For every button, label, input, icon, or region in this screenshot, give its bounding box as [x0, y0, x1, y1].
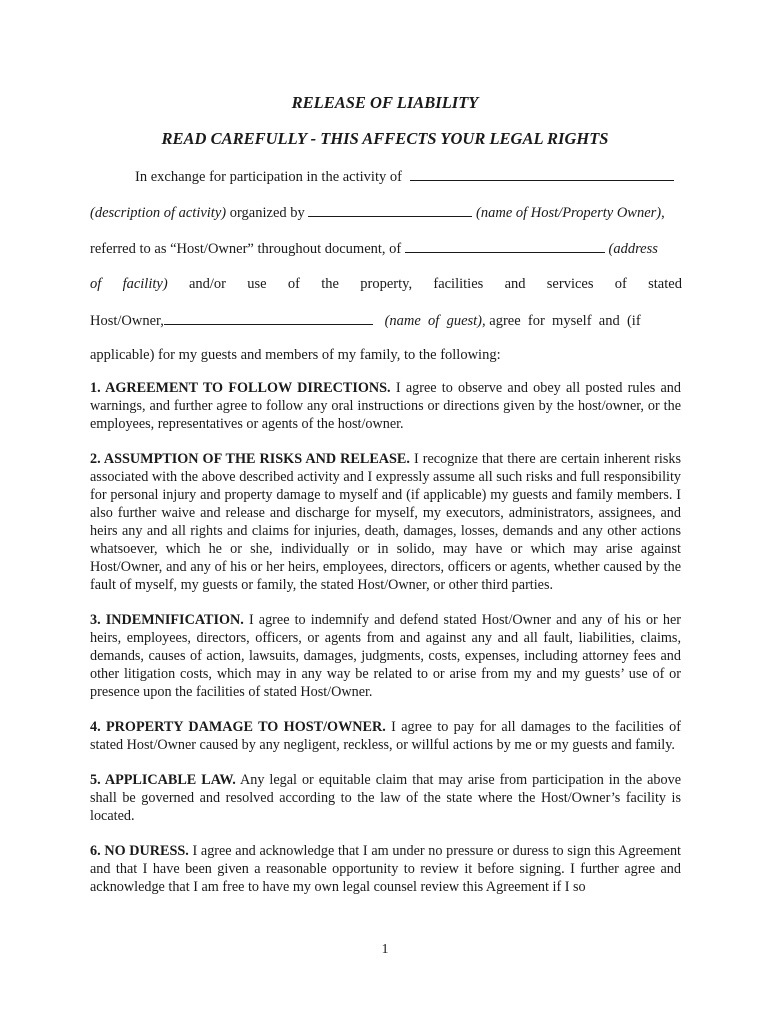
host-name-label: (name of Host/Property Owner) — [476, 205, 662, 221]
address-label: (address — [608, 241, 658, 257]
section-text: I agree to pay for all damages to the facilities of stated Host/Owner caused by any negligent, reckless, or willful actions by me or my guests and family. — [90, 719, 681, 753]
section-heading: 6. NO DURESS. — [90, 843, 189, 859]
section-heading: 2. ASSUMPTION OF THE RISKS AND RELEASE. — [90, 451, 410, 467]
section-5 — [90, 771, 681, 825]
intro-line-6: applicable) for my guests and members of my family, to the following: — [90, 347, 501, 363]
intro-line-2-end: , — [661, 205, 665, 221]
page-number: 1 — [381, 942, 389, 957]
intro-line-3-text: referred to as “Host/Owner” throughout document, of — [90, 241, 402, 257]
intro-word: of — [90, 276, 102, 292]
description-of-activity-label: (description of activity) — [90, 205, 227, 221]
section-text: I recognize that there are certain inherent risks associated with the above described activity and I expressly assume all such risks and full responsibility for personal injury and property damage to myself and (if applicable) my guests and family members. I also further waive and release and discharge for myself, my executors, administrators, assignees, and heirs any and all rights and claims for injuries, death, damages, losses, demands and any other actions whatsoever, which he or she, individually or in solido, may have or which may arise against Host/Owner, and any of his or her heirs, employees, directors, officers or agents, whether caused by the fault of myself, my guests or family, the stated Host/Owner, or other third parties. — [90, 451, 681, 593]
address-blank[interactable] — [405, 239, 605, 253]
section-text: I agree and acknowledge that I am under no pressure or duress to sign this Agreement and that I have been given a reasonable opportunity to review it before signing. I further agree and acknowledge that I am free to have my own legal counsel review this Agreement if I so — [90, 843, 682, 895]
intro-line-1 — [135, 167, 682, 186]
guest-name-blank[interactable] — [164, 311, 373, 325]
sections-container — [90, 379, 681, 913]
intro-word: facilities — [433, 276, 484, 292]
intro-word: the — [321, 276, 339, 292]
section-3 — [90, 611, 681, 701]
section-heading: 5. APPLICABLE LAW. — [90, 772, 236, 788]
intro-word: services — [546, 276, 594, 292]
intro-line-2 — [90, 203, 682, 222]
guest-name-label: (name of guest), — [384, 313, 486, 329]
section-heading: 4. PROPERTY DAMAGE TO HOST/OWNER. — [90, 719, 386, 735]
organized-by-text: organized by — [229, 205, 305, 221]
intro-word: facility) — [122, 276, 168, 292]
section-1 — [90, 379, 681, 433]
section-text: Any legal or equitable claim that may arise from participation in the above shall be governed and resolved according to the law of the state where the Host/Owner’s facility is located. — [90, 772, 681, 824]
activity-blank[interactable] — [410, 167, 674, 181]
intro-line-5-start: Host/Owner, — [90, 313, 164, 329]
intro-word: use — [247, 276, 267, 292]
intro-word: property, — [360, 276, 413, 292]
intro-line-5-end: agree for myself and (if — [489, 313, 641, 329]
document-title: RELEASE OF LIABILITY — [291, 93, 479, 112]
intro-word: stated — [648, 276, 682, 292]
intro-line-5 — [90, 311, 682, 330]
document-subtitle: READ CAREFULLY - THIS AFFECTS YOUR LEGAL RIGHTS — [161, 129, 609, 148]
section-text: I agree to observe and obey all posted rules and warnings, and further agree to follow any oral instructions or directions given by the host/owner, or the employees, representatives or agents of the host/owner. — [90, 380, 681, 432]
section-text: I agree to indemnify and defend stated Host/Owner and any of his or her heirs, employees, directors, officers, or agents from and against any and all fault, liabilities, claims, demands, causes of action, lawsuits, damages, judgments, costs, expenses, including attorney fees and other litigation costs, which may in any way be related to or arise from my and my guests’ use of or presence upon the facilities of stated Host/Owner. — [90, 612, 681, 700]
intro-word: and/or — [188, 276, 226, 292]
section-2 — [90, 450, 681, 594]
section-6 — [90, 842, 681, 896]
section-4 — [90, 718, 681, 754]
intro-line-3 — [90, 239, 682, 258]
intro-line-4 — [90, 275, 682, 293]
intro-word: of — [287, 276, 300, 292]
section-heading: 3. INDEMNIFICATION. — [90, 612, 244, 628]
intro-word: and — [504, 276, 526, 292]
section-heading: 1. AGREEMENT TO FOLLOW DIRECTIONS. — [90, 380, 391, 396]
host-name-blank[interactable] — [308, 203, 472, 217]
intro-word: of — [614, 276, 627, 292]
intro-line-1-text: In exchange for participation in the activity of — [135, 169, 402, 185]
